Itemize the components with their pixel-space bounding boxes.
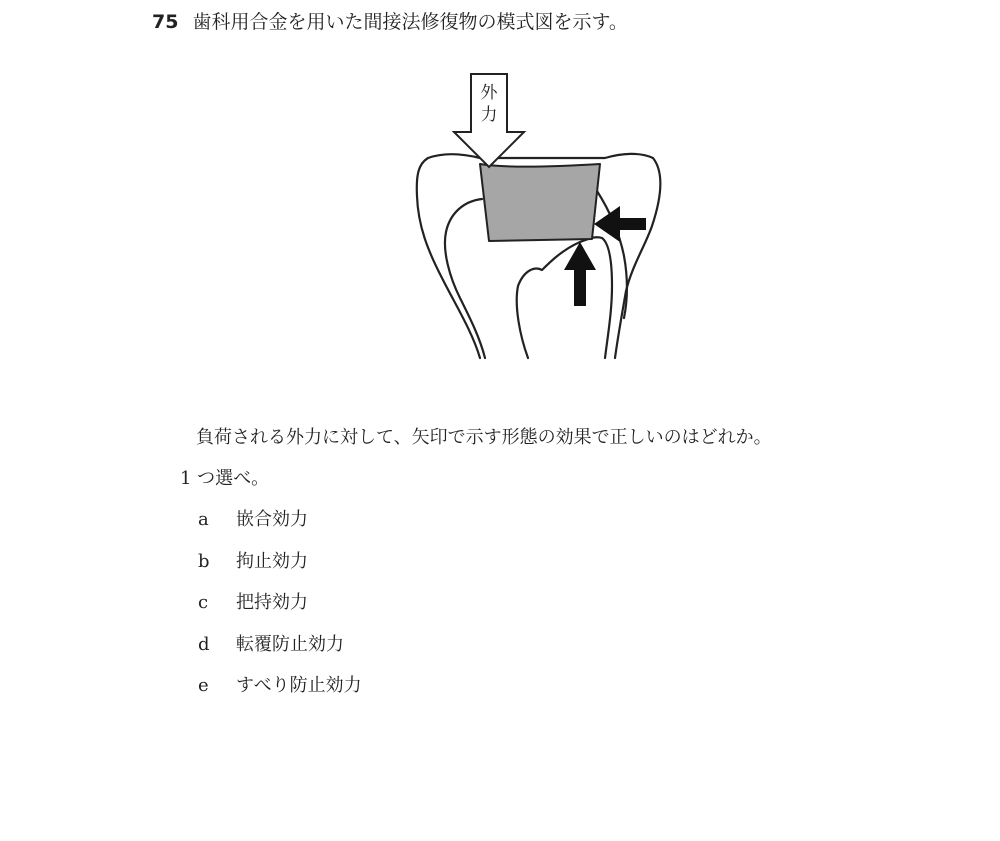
choice-b[interactable] — [198, 546, 362, 588]
choice-e[interactable] — [198, 670, 362, 712]
choice-letter: d — [198, 633, 210, 655]
choice-text: 拘止効力 — [236, 550, 308, 572]
question-instruction: 1 つ選べ。 — [180, 468, 270, 489]
choice-text: 転覆防止効力 — [236, 633, 344, 655]
horizontal-arrow — [594, 206, 646, 242]
question-header — [152, 6, 628, 38]
choice-letter: c — [198, 592, 209, 613]
restoration-inlay — [480, 164, 600, 241]
tooth-restoration-figure — [400, 66, 670, 370]
force-label-line2: 力 — [480, 105, 498, 125]
answer-choices — [198, 504, 362, 712]
force-label-line1: 外 — [480, 83, 498, 103]
question-stem: 歯科用合金を用いた間接法修復物の模式図を示す。 — [192, 11, 628, 33]
restoration-diagram — [400, 66, 670, 370]
choice-a[interactable] — [198, 504, 362, 546]
question-number: 75 — [152, 11, 179, 33]
choice-text: 嵌合効力 — [236, 509, 308, 530]
choice-letter: e — [198, 675, 209, 696]
choice-text: すべり防止効力 — [236, 675, 362, 696]
vertical-arrow — [564, 242, 596, 306]
pulp-cusp-contour — [517, 237, 612, 358]
choice-c[interactable] — [198, 587, 362, 629]
question-prompt: 負荷される外力に対して、矢印で示す形態の効果で正しいのはどれか。 — [196, 427, 772, 448]
left-cavity-contour — [445, 199, 485, 358]
choice-d[interactable] — [198, 629, 362, 671]
choice-text: 把持効力 — [236, 592, 308, 613]
choice-letter: b — [198, 550, 210, 572]
choice-letter: a — [198, 509, 209, 530]
